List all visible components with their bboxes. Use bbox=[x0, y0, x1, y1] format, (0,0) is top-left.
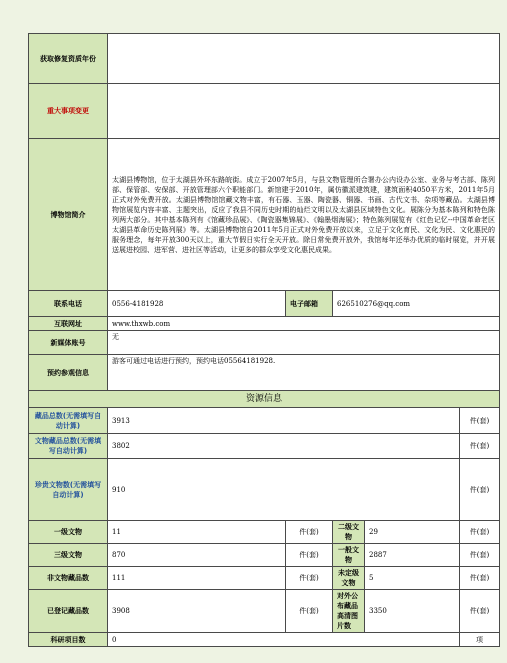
registered-unit: 件(套) bbox=[286, 590, 333, 633]
total-label: 藏品总数(无需填写自动计算) bbox=[29, 408, 108, 434]
general-label: 一般文物 bbox=[333, 544, 365, 567]
museum-info-form bbox=[28, 33, 500, 647]
row-section-title bbox=[29, 391, 500, 408]
general-value[interactable]: 2887 bbox=[365, 544, 460, 567]
row-grade-3-general bbox=[29, 544, 500, 567]
row-social bbox=[29, 331, 500, 355]
grade1-label: 一级文物 bbox=[29, 521, 108, 544]
research-value[interactable]: 0 bbox=[108, 633, 460, 647]
row-major-change bbox=[29, 84, 500, 139]
grade2-label: 二级文物 bbox=[333, 521, 365, 544]
row-contact bbox=[29, 291, 500, 317]
repair-year-value[interactable] bbox=[108, 34, 500, 84]
published-value[interactable]: 3350 bbox=[365, 590, 460, 633]
registered-value[interactable]: 3908 bbox=[108, 590, 286, 633]
resources-section-title: 资源信息 bbox=[29, 391, 500, 408]
row-research bbox=[29, 633, 500, 647]
grade2-unit: 件(套) bbox=[460, 521, 500, 544]
nonrelic-unit: 件(套) bbox=[286, 567, 333, 590]
ungraded-value[interactable]: 5 bbox=[365, 567, 460, 590]
row-registered-published bbox=[29, 590, 500, 633]
relic-total-value[interactable]: 3802 bbox=[108, 434, 460, 459]
general-unit: 件(套) bbox=[460, 544, 500, 567]
registered-label: 已登记藏品数 bbox=[29, 590, 108, 633]
major-change-label: 重大事项变更 bbox=[29, 84, 108, 139]
relic-total-unit: 件(套) bbox=[460, 434, 500, 459]
grade2-value[interactable]: 29 bbox=[365, 521, 460, 544]
relic-total-label: 文物藏品总数(无需填写自动计算) bbox=[29, 434, 108, 459]
nonrelic-label: 非文物藏品数 bbox=[29, 567, 108, 590]
intro-value[interactable]: 太湖县博物馆，位于太湖县外环东路皖街。成立于2007年5月，与县文物管理所合署办公内设办公室、业务与考古部、陈列部、保管部、安保部、开放管理部六个职能部门。新馆建于2010年，属仿徽派建筑建，建筑面积4050平方米，2011年5月正式对外免费开放。太湖县博物馆馆藏文物丰富，有石器、玉器、陶瓷器、铜器、书画、古代文书、杂项等藏品。太湖县博物馆展览内容丰富、主题突出，反应了我县不同历史时期的灿烂文明以及太湖县区域特色文化。展陈分为基本陈列和特色陈列两大部分。其中基本陈列有《馆藏珍品展》、《陶瓷器集锦展》、《翰墨烟海展》；特色陈列展览有《红色记忆--中国革命老区太湖县革命历史陈列展》等。太湖县博物馆自2011年5月正式对外免费开放以来，立足于文化育民、文化为民、文化惠民的服务理念，每年开放300天以上，重大节假日实行全天开放。除日常免费开放外，我馆每年还举办优质的临时展览，并开展送展进校园、进军营、进社区等活动，让更多的群众享受文化惠民成果。 bbox=[108, 139, 500, 291]
phone-label: 联系电话 bbox=[29, 291, 108, 317]
nonrelic-value[interactable]: 111 bbox=[108, 567, 286, 590]
published-label: 对外公布藏品高清图片数 bbox=[333, 590, 365, 633]
research-unit: 项 bbox=[460, 633, 500, 647]
row-website bbox=[29, 317, 500, 331]
ungraded-label: 未定级文物 bbox=[333, 567, 365, 590]
row-repair-year bbox=[29, 34, 500, 84]
email-label: 电子邮箱 bbox=[286, 291, 333, 317]
row-precious bbox=[29, 459, 500, 521]
total-unit: 件(套) bbox=[460, 408, 500, 434]
grade3-value[interactable]: 870 bbox=[108, 544, 286, 567]
social-value[interactable]: 无 bbox=[108, 331, 500, 355]
social-label: 新媒体账号 bbox=[29, 331, 108, 355]
published-unit: 件(套) bbox=[460, 590, 500, 633]
website-label: 互联网址 bbox=[29, 317, 108, 331]
row-relic-total bbox=[29, 434, 500, 459]
intro-label: 博物馆简介 bbox=[29, 139, 108, 291]
grade3-unit: 件(套) bbox=[286, 544, 333, 567]
precious-value[interactable]: 910 bbox=[108, 459, 460, 521]
row-intro bbox=[29, 139, 500, 291]
email-value[interactable]: 626510276@qq.com bbox=[333, 291, 500, 317]
booking-label: 预约参观信息 bbox=[29, 355, 108, 391]
website-value[interactable]: www.thxwb.com bbox=[108, 317, 500, 331]
row-total bbox=[29, 408, 500, 434]
grade1-unit: 件(套) bbox=[286, 521, 333, 544]
row-nonrelic-ungraded bbox=[29, 567, 500, 590]
row-booking bbox=[29, 355, 500, 391]
total-value[interactable]: 3913 bbox=[108, 408, 460, 434]
ungraded-unit: 件(套) bbox=[460, 567, 500, 590]
major-change-value[interactable] bbox=[108, 84, 500, 139]
grade1-value[interactable]: 11 bbox=[108, 521, 286, 544]
booking-value[interactable]: 游客可通过电话进行预约，预约电话05564181928. bbox=[108, 355, 500, 391]
phone-value[interactable]: 0556-4181928 bbox=[108, 291, 286, 317]
precious-label: 珍贵文物数(无需填写自动计算) bbox=[29, 459, 108, 521]
grade3-label: 三级文物 bbox=[29, 544, 108, 567]
research-label: 科研项目数 bbox=[29, 633, 108, 647]
repair-year-label: 获取修复资质年份 bbox=[29, 34, 108, 84]
row-grade-1-2 bbox=[29, 521, 500, 544]
precious-unit: 件(套) bbox=[460, 459, 500, 521]
